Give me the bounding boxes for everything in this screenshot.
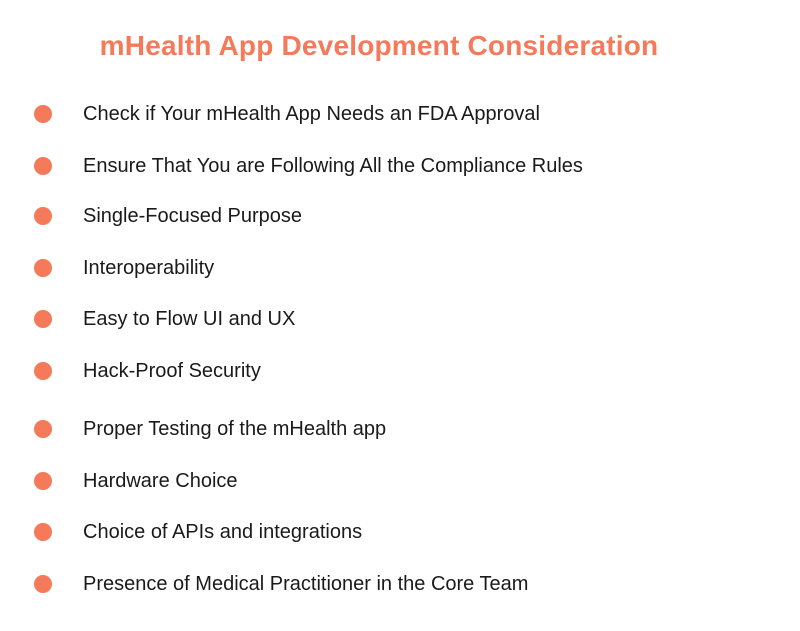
list-item-label: Hack-Proof Security: [83, 359, 261, 382]
bullet-dot-icon: [34, 207, 52, 225]
list-item: [34, 416, 386, 442]
list-item: [34, 101, 540, 127]
list-item: [34, 306, 295, 332]
list-item-label: Choice of APIs and integrations: [83, 520, 363, 543]
list-item-label: Ensure That You are Following All the Compliance Rules: [83, 154, 583, 177]
list-item: [34, 358, 261, 384]
bullet-dot-icon: [34, 157, 52, 175]
bullet-dot-icon: [34, 420, 52, 438]
list-item-label: Easy to Flow UI and UX: [83, 307, 296, 330]
bullet-dot-icon: [34, 472, 52, 490]
bullet-dot-icon: [34, 362, 52, 380]
list-item-label: Interoperability: [83, 256, 215, 279]
list-item-label: Hardware Choice: [83, 469, 238, 492]
bullet-dot-icon: [34, 523, 52, 541]
list-item: [34, 203, 302, 229]
bullet-dot-icon: [34, 259, 52, 277]
bullet-dot-icon: [34, 575, 52, 593]
bullet-dot-icon: [34, 105, 52, 123]
list-item: [34, 571, 528, 597]
bullet-dot-icon: [34, 310, 52, 328]
page-title: mHealth App Development Consideration: [99, 30, 659, 61]
list-item-label: Single-Focused Purpose: [83, 204, 303, 227]
list-item-label: Presence of Medical Practitioner in the Core Team: [83, 572, 529, 595]
list-item: [34, 519, 362, 545]
list-item-label: Check if Your mHealth App Needs an FDA Approval: [83, 102, 540, 125]
list-item: [34, 153, 583, 179]
list-item: [34, 468, 238, 494]
list-item: [34, 255, 214, 281]
list-item-label: Proper Testing of the mHealth app: [83, 417, 387, 440]
